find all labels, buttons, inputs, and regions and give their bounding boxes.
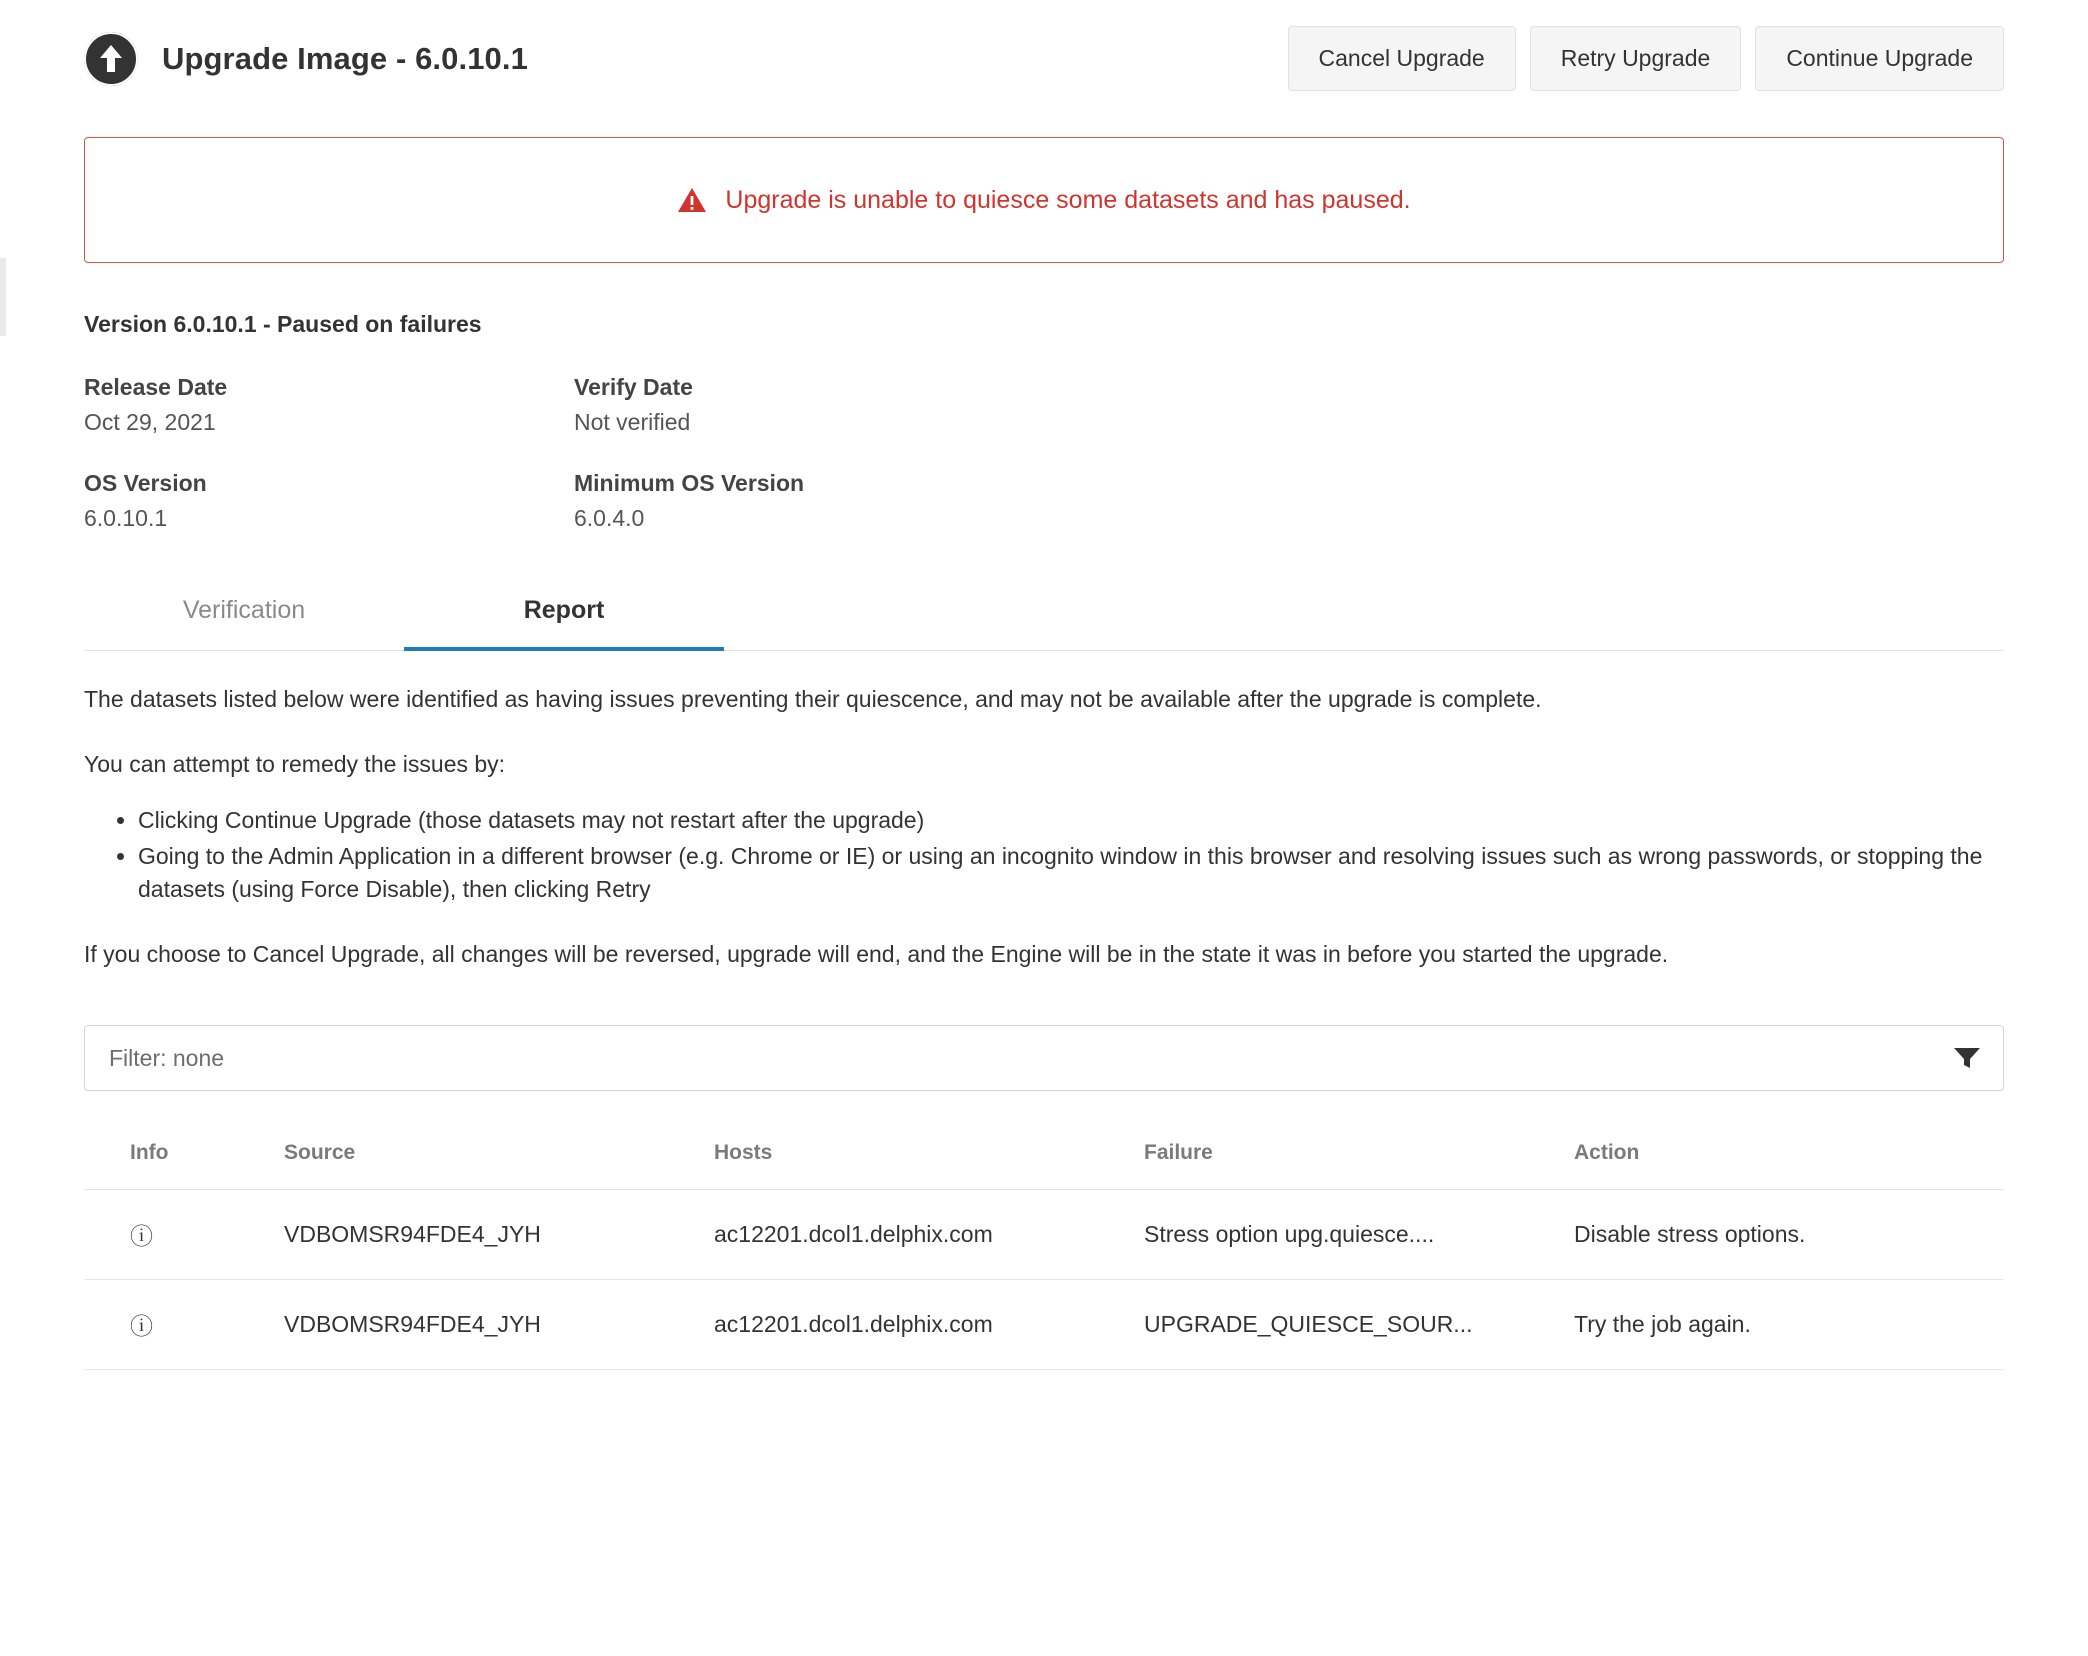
- meta-label-release-date: Release Date: [84, 374, 228, 400]
- column-header-failure: Failure: [1144, 1131, 1574, 1190]
- report-table: [84, 1131, 2004, 1370]
- continue-upgrade-button[interactable]: Continue Upgrade: [1755, 26, 2004, 91]
- report-remedy-list: [84, 804, 2004, 906]
- filter-bar[interactable]: [84, 1025, 2004, 1091]
- page-header: [84, 0, 2004, 109]
- table-row[interactable]: [84, 1280, 2004, 1370]
- header-actions: [1288, 26, 2004, 91]
- list-item: • Clicking Continue Upgrade (those datasets may not restart after the upgrade): [138, 804, 2004, 837]
- meta-minimum-os-version: [574, 470, 2004, 532]
- filter-input[interactable]: [107, 1044, 1953, 1073]
- version-heading: Version 6.0.10.1 - Paused on failures: [84, 311, 482, 337]
- alert-content: [677, 186, 1410, 215]
- upgrade-arrow-icon: [84, 32, 138, 86]
- row-info-icon[interactable]: ⓘ: [84, 1190, 284, 1280]
- row-hosts: ac12201.dcol1.delphix.com: [714, 1280, 1144, 1370]
- meta-value-release-date: Oct 29, 2021: [84, 409, 216, 435]
- row-source: VDBOMSR94FDE4_JYH: [284, 1190, 714, 1280]
- row-source: VDBOMSR94FDE4_JYH: [284, 1280, 714, 1370]
- cancel-upgrade-button[interactable]: Cancel Upgrade: [1288, 26, 1516, 91]
- row-failure: UPGRADE_QUIESCE_SOUR...: [1144, 1280, 1574, 1370]
- meta-label-os-version: OS Version: [84, 470, 207, 496]
- report-cancel-note: If you choose to Cancel Upgrade, all changes will be reversed, upgrade will end, and the Engine will be in the state it was in before you started the upgrade.: [84, 940, 1669, 967]
- meta-value-os-version: 6.0.10.1: [84, 505, 168, 531]
- error-alert: [84, 137, 2004, 263]
- tab-report[interactable]: Report: [404, 578, 724, 651]
- page-title: Upgrade Image - 6.0.10.1: [162, 40, 528, 76]
- tab-verification[interactable]: Verification: [182, 596, 306, 624]
- report-intro: The datasets listed below were identified as having issues preventing their quiescence, and may not be available after the upgrade is complete.: [84, 686, 1542, 712]
- meta-os-version: [84, 470, 574, 532]
- row-action: Try the job again.: [1574, 1280, 2004, 1370]
- filter-funnel-icon[interactable]: [1953, 1046, 1981, 1070]
- meta-release-date: [84, 374, 574, 436]
- table-row[interactable]: [84, 1190, 2004, 1280]
- meta-verify-date: [574, 374, 2004, 436]
- meta-value-minimum-os-version: 6.0.4.0: [574, 505, 645, 531]
- meta-label-minimum-os-version: Minimum OS Version: [574, 470, 805, 496]
- list-item: • Going to the Admin Application in a different browser (e.g. Chrome or IE) or using an incognito window in this browser and resolving issues such as wrong passwords, or stopping the datasets (using Force Disable), then clicking Retry: [138, 840, 2004, 905]
- meta-value-verify-date: Not verified: [574, 409, 691, 435]
- alert-message: Upgrade is unable to quiesce some datasets and has paused.: [725, 185, 1411, 214]
- column-header-hosts: Hosts: [714, 1131, 1144, 1190]
- retry-upgrade-button[interactable]: Retry Upgrade: [1530, 26, 1742, 91]
- row-action: Disable stress options.: [1574, 1190, 2004, 1280]
- row-info-icon[interactable]: ⓘ: [84, 1280, 284, 1370]
- header-left: [84, 32, 1288, 86]
- column-header-source: Source: [284, 1131, 714, 1190]
- row-hosts: ac12201.dcol1.delphix.com: [714, 1190, 1144, 1280]
- column-header-info: Info: [84, 1131, 284, 1190]
- column-header-action: Action: [1574, 1131, 2004, 1190]
- version-meta-grid: [84, 374, 2004, 532]
- meta-label-verify-date: Verify Date: [574, 374, 693, 400]
- table-header-row: [84, 1131, 2004, 1190]
- report-remedy-lead: You can attempt to remedy the issues by:: [84, 751, 506, 778]
- warning-triangle-icon: [677, 187, 707, 214]
- row-failure: Stress option upg.quiesce....: [1144, 1190, 1574, 1280]
- tab-bar: [84, 578, 2004, 651]
- left-edge-sliver: [0, 258, 6, 336]
